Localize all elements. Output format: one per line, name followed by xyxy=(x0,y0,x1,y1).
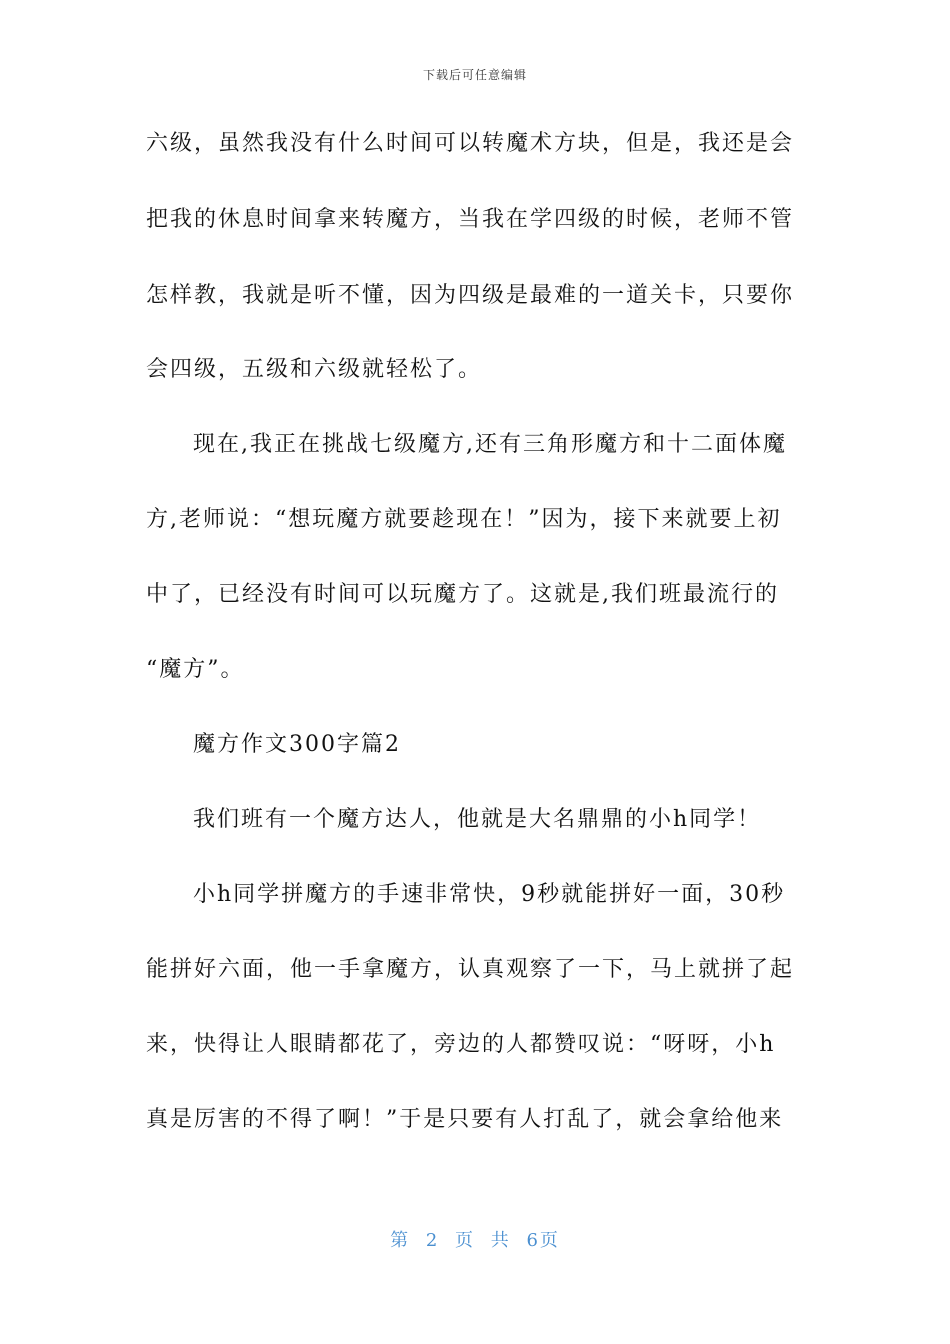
page-footer xyxy=(0,1226,950,1252)
body-line-13: 来，快得让人眼睛都花了，旁边的人都赞叹说：“呀呀，小h xyxy=(146,1032,776,1057)
section-heading: 魔方作文300字篇2 xyxy=(193,732,401,757)
body-line-12: 能拼好六面，他一手拿魔方，认真观察了一下，马上就拼了起 xyxy=(146,957,795,982)
body-line-6: 方,老师说：“想玩魔方就要趁现在！”因为，接下来就要上初 xyxy=(146,507,782,532)
footer-current-page: 2 xyxy=(425,1230,440,1251)
body-line-7: 中了，已经没有时间可以玩魔方了。这就是,我们班最流行的 xyxy=(146,582,779,607)
body-line-1: 六级，虽然我没有什么时间可以转魔术方块，但是，我还是会 xyxy=(146,131,795,156)
body-line-5: 现在,我正在挑战七级魔方,还有三角形魔方和十二面体魔 xyxy=(193,432,787,457)
body-line-4: 会四级，五级和六级就轻松了。 xyxy=(146,357,483,382)
body-line-8: “魔方”。 xyxy=(146,657,245,682)
footer-page-unit: 页 xyxy=(455,1230,475,1251)
body-line-14: 真是厉害的不得了啊！”于是只要有人打乱了，就会拿给他来 xyxy=(146,1107,784,1132)
body-line-3: 怎样教，我就是听不懂，因为四级是最难的一道关卡，只要你 xyxy=(146,283,795,308)
body-line-11: 小h同学拼魔方的手速非常快，9秒就能拼好一面，30秒 xyxy=(193,882,786,907)
body-line-2: 把我的休息时间拿来转魔方，当我在学四级的时候，老师不管 xyxy=(146,207,795,232)
footer-prefix: 第 xyxy=(390,1230,411,1251)
page-header: 下载后可任意编辑 xyxy=(422,68,527,82)
footer-total-prefix: 共 xyxy=(490,1230,511,1251)
footer-total-pages: 6页 xyxy=(526,1230,560,1251)
body-line-10: 我们班有一个魔方达人，他就是大名鼎鼎的小h同学！ xyxy=(193,807,762,832)
